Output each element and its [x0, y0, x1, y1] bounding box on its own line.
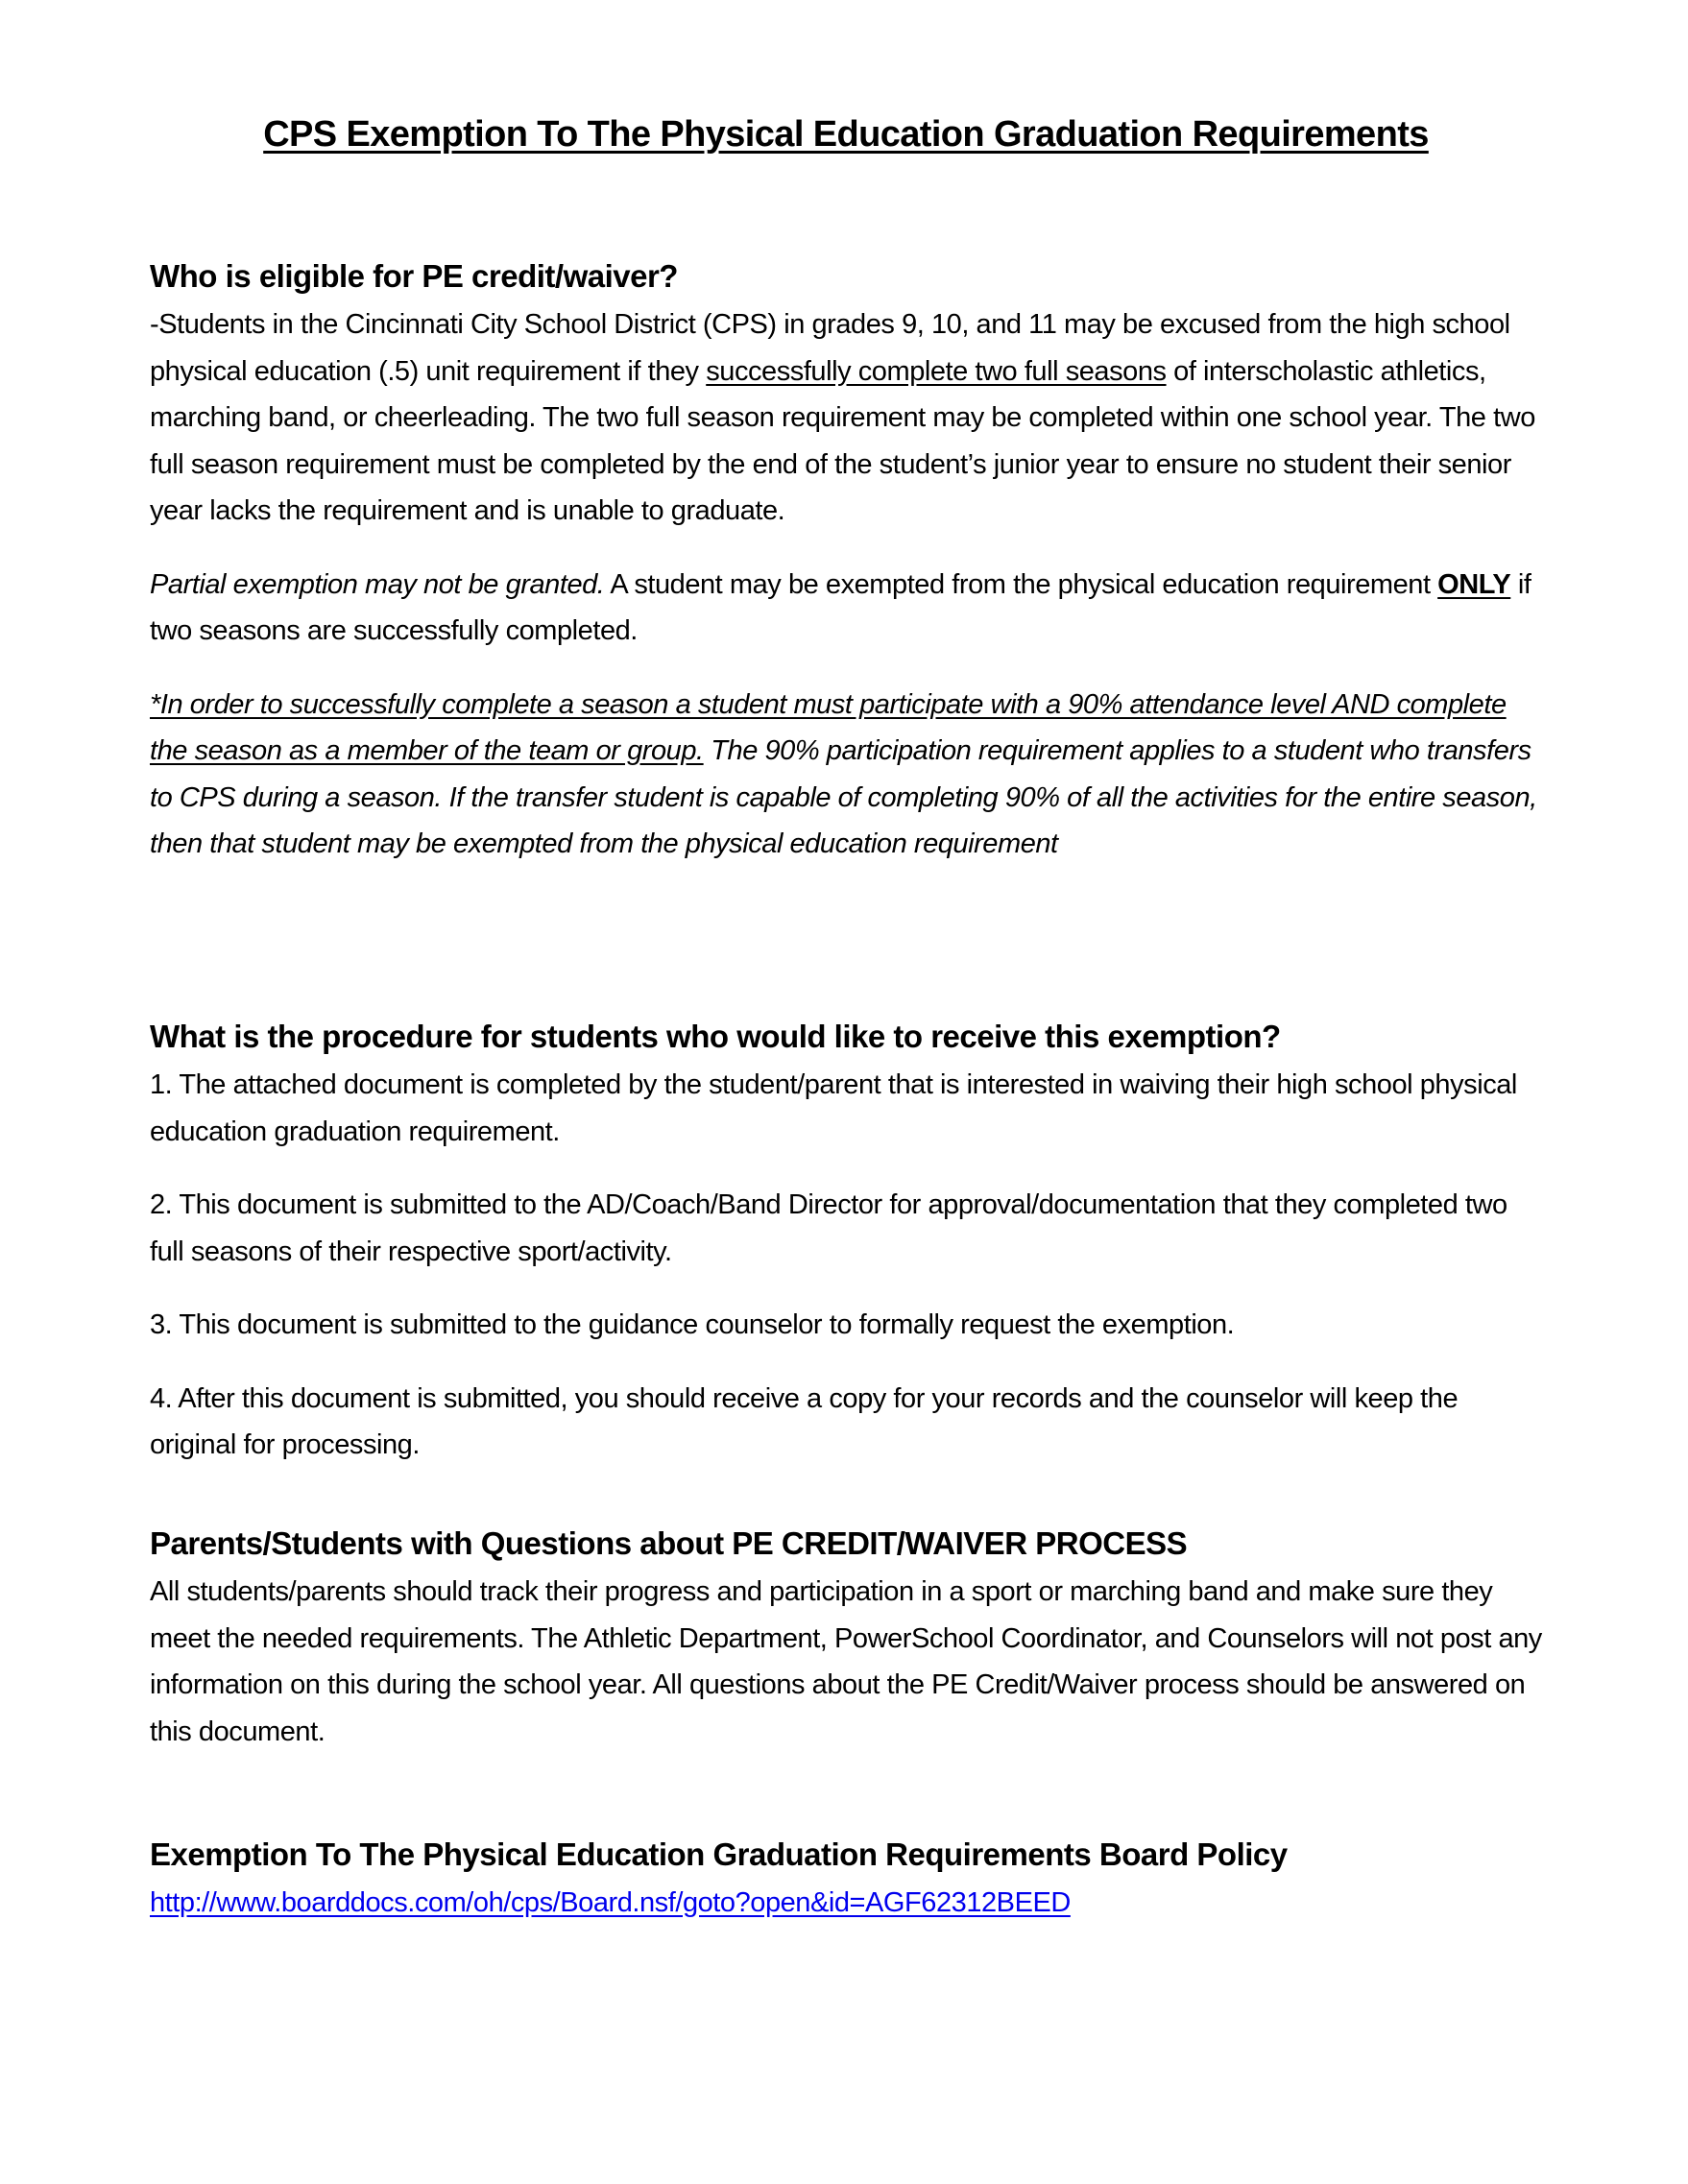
document-title	[150, 113, 1542, 157]
partial-exemption-paragraph	[150, 562, 1542, 655]
policy-section	[150, 1830, 1542, 1926]
eligibility-text: -Students in the Cincinnati City School District (CPS) in grades 9, 10, and 11 may be excused from the high school physical education (.5) unit requirement if they	[150, 309, 1510, 387]
eligibility-paragraph	[150, 301, 1542, 535]
procedure-step-4: 4. After this document is submitted, you should receive a copy for your records and the counselor will keep the original for processing.	[150, 1382, 1459, 1460]
procedure-step-2: 2. This document is submitted to the AD/Coach/Band Director for approval/documentation that they completed two full seasons of their respective sport/activity.	[150, 1189, 1507, 1267]
eligibility-section	[150, 252, 1542, 868]
only-emphasis: ONLY	[1437, 568, 1511, 600]
partial-exemption-text: A student may be exempted from the physical education requirement	[604, 568, 1438, 600]
board-policy-link[interactable]: http://www.boarddocs.com/oh/cps/Board.nsf/goto?open&id=AGF62312BEED	[150, 1887, 1071, 1918]
questions-body: All students/parents should track their progress and participation in a sport or marching band and make sure they meet the needed requirements. The Athletic Department, PowerSchool Coordinator, and Counselors will not post any information on this during the school year. All questions about the PE Credit/Waiver process should be answered on this document.	[150, 1576, 1542, 1747]
transfer-student-note: The 90% participation requirement applies to a student who transfers to CPS during a season. If the transfer student is capable of completing 90% of all the activities for the entire season, then that student may be exempted from the physical education requirement	[150, 735, 1537, 859]
season-completion-definition: *In order to successfully complete a season a student must participate with a 90% attendance level AND complete the season as a member of the team or group.	[150, 688, 1507, 766]
document-title-text: CPS Exemption To The Physical Education Graduation Requirements	[263, 114, 1429, 155]
season-completion-paragraph	[150, 682, 1542, 868]
eligibility-heading: Who is eligible for PE credit/waiver?	[150, 258, 678, 294]
policy-heading: Exemption To The Physical Education Graduation Requirements Board Policy	[150, 1836, 1288, 1872]
questions-heading: Parents/Students with Questions about PE CREDIT/WAIVER PROCESS	[150, 1525, 1188, 1561]
procedure-heading: What is the procedure for students who would like to receive this exemption?	[150, 1019, 1281, 1054]
eligibility-text-continued: of interscholastic athletics, marching band, or cheerleading. The two full season requirement may be completed within one school year. The two full season requirement must be completed by the end of the student’s junior year to ensure no student their senior year lacks the requirement and is unable to graduate.	[150, 355, 1535, 526]
emphasis-two-full-seasons: successfully complete two full seasons	[706, 355, 1167, 387]
procedure-step-1: 1. The attached document is completed by the student/parent that is interested in waiving their high school physical education graduation requirement.	[150, 1069, 1517, 1147]
questions-section	[150, 1519, 1542, 1755]
partial-exemption-note: Partial exemption may not be granted.	[150, 568, 605, 600]
partial-exemption-text-end: if two seasons are successfully completed.	[150, 568, 1531, 646]
procedure-step-3: 3. This document is submitted to the guidance counselor to formally request the exemption.	[150, 1309, 1235, 1340]
procedure-section	[150, 1012, 1542, 1469]
